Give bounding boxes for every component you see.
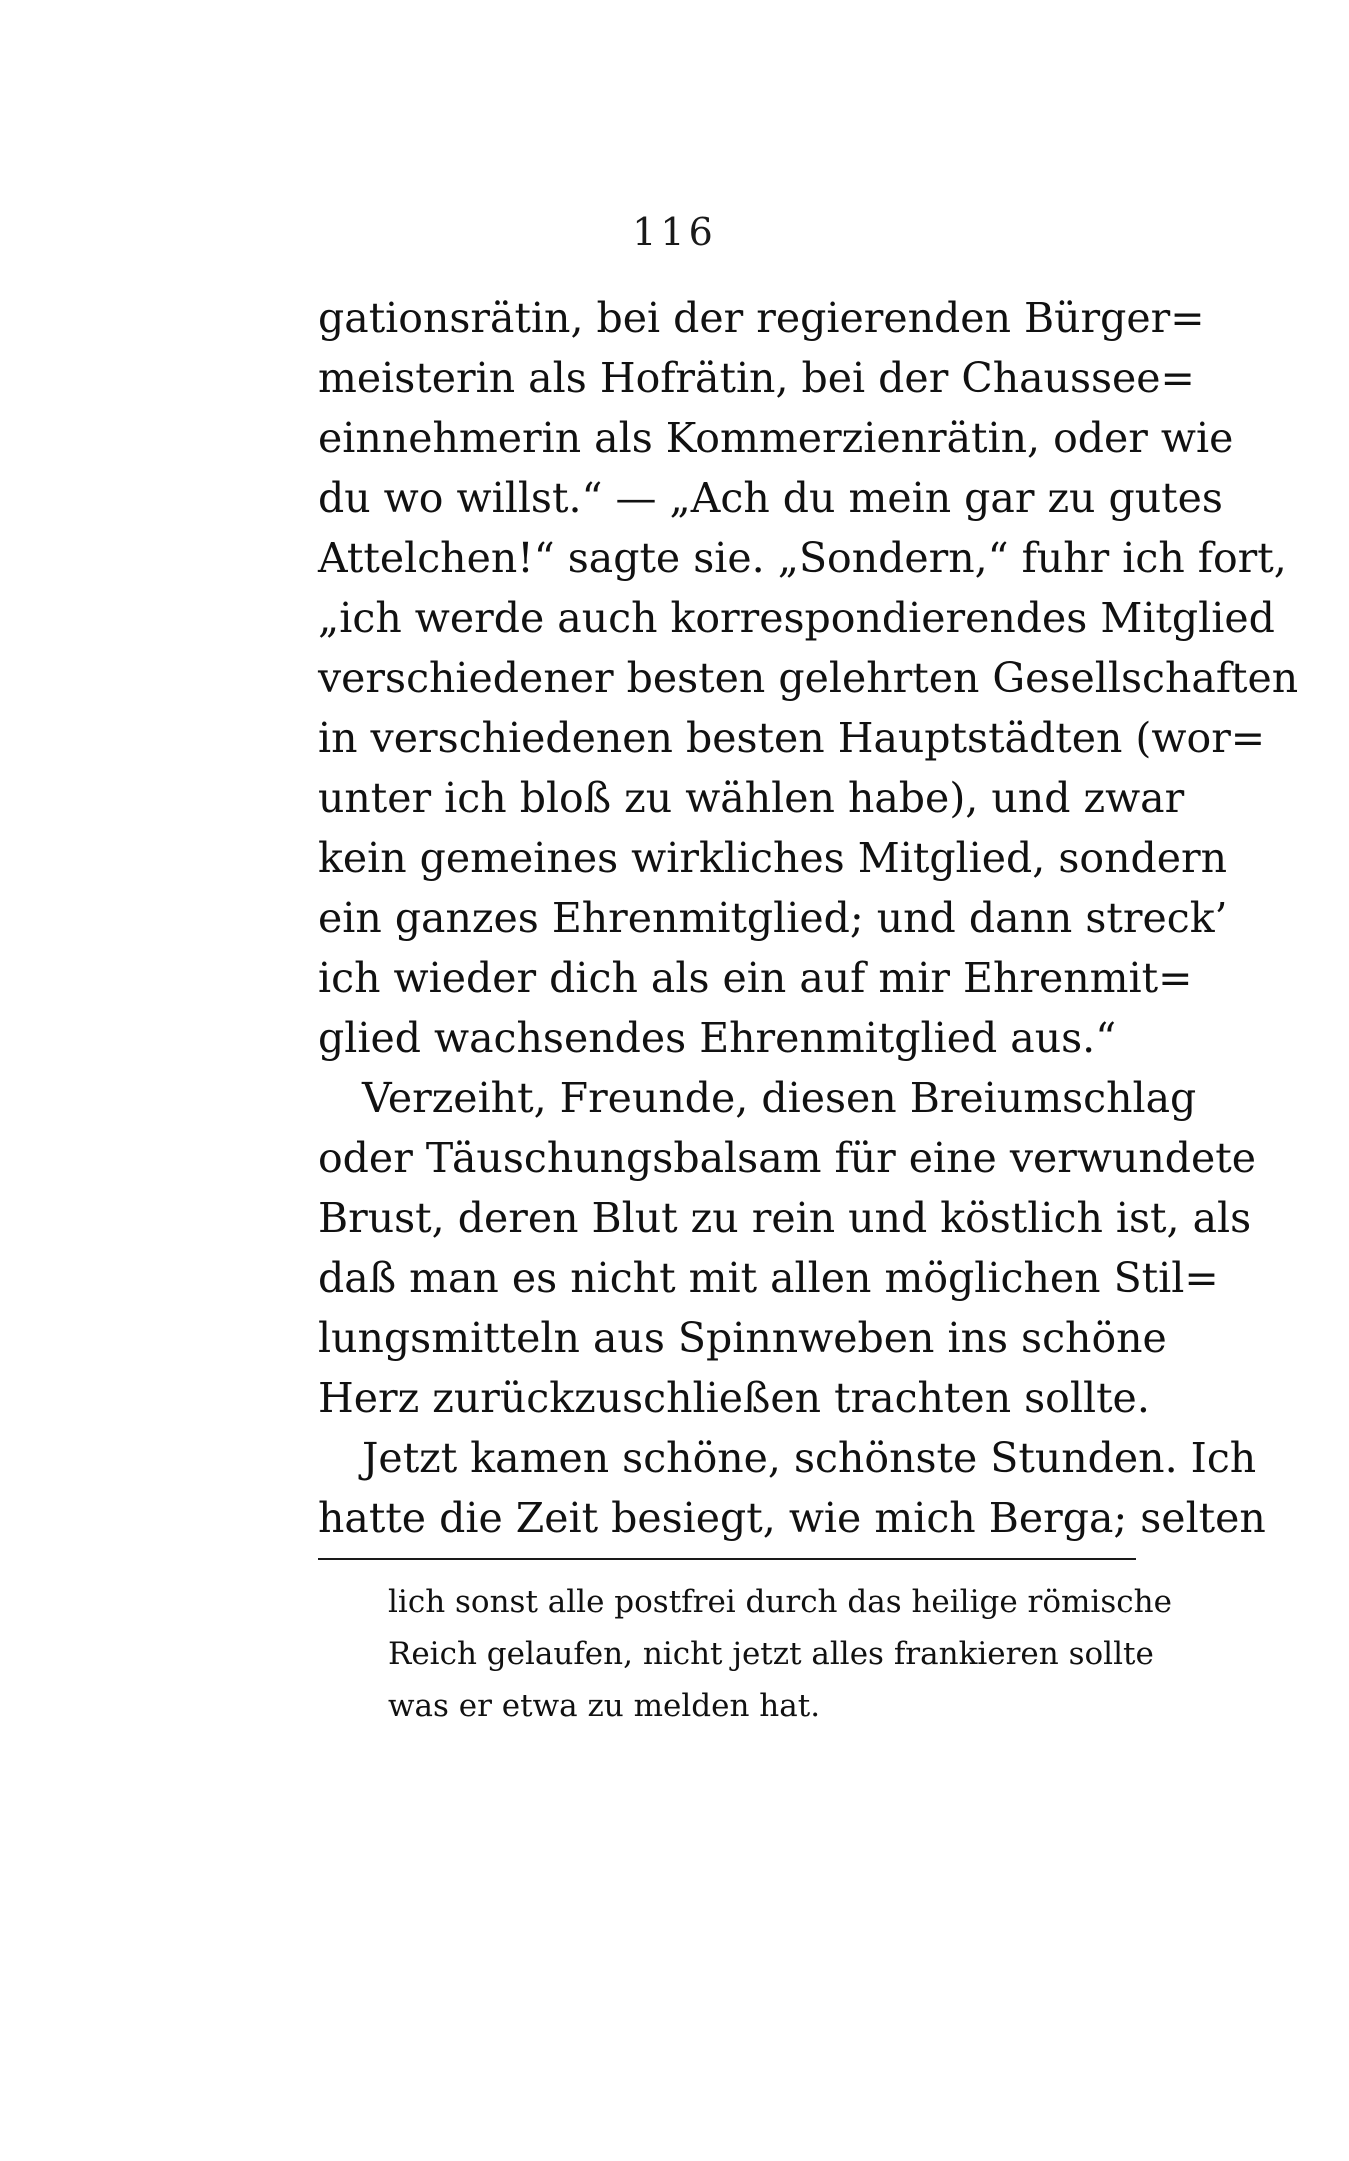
text-line: du wo willst.“ — „Ach du mein gar zu gutes <box>318 474 1223 522</box>
text-line: einnehmerin als Kommerzienrätin, oder wie <box>318 414 1234 462</box>
text-line: kein gemeines wirkliches Mitglied, sondern <box>318 834 1228 882</box>
main-text-block <box>318 288 1299 1548</box>
text-line: ein ganzes Ehrenmitglied; und dann streck’ <box>318 894 1228 942</box>
footnote-divider <box>318 1558 1136 1560</box>
footnote-line: Reich gelaufen, nicht jetzt alles frankieren sollte <box>388 1636 1154 1672</box>
text-line: unter ich bloß zu wählen habe), und zwar <box>318 774 1185 822</box>
text-line: in verschiedenen besten Hauptstädten (wor= <box>318 714 1266 762</box>
paragraph-start-line: Jetzt kamen schöne, schönste Stunden. Ich <box>362 1434 1257 1482</box>
text-line: Attelchen!“ sagte sie. „Sondern,“ fuhr ich fort, <box>318 534 1287 582</box>
text-line: glied wachsendes Ehrenmitglied aus.“ <box>318 1014 1117 1062</box>
text-line: „ich werde auch korrespondierendes Mitglied <box>318 594 1275 642</box>
footnote-line: lich sonst alle postfrei durch das heilige römische <box>388 1584 1172 1620</box>
text-line: ich wieder dich als ein auf mir Ehrenmit= <box>318 954 1193 1002</box>
text-line: Herz zurückzuschließen trachten sollte. <box>318 1374 1150 1422</box>
footnote-line: was er etwa zu melden hat. <box>388 1688 821 1724</box>
text-line: lungsmitteln aus Spinnweben ins schöne <box>318 1314 1167 1362</box>
paragraph-start-line: Verzeiht, Freunde, diesen Breiumschlag <box>362 1074 1197 1122</box>
page-number: 116 <box>632 210 717 254</box>
text-line: daß man es nicht mit allen möglichen Stil= <box>318 1254 1219 1302</box>
text-line: gationsrätin, bei der regierenden Bürger= <box>318 294 1205 342</box>
text-line: verschiedener besten gelehrten Gesellschaften <box>318 654 1299 702</box>
text-line: oder Täuschungsbalsam für eine verwundete <box>318 1134 1257 1182</box>
text-line: Brust, deren Blut zu rein und köstlich ist, als <box>318 1194 1252 1242</box>
text-line: hatte die Zeit besiegt, wie mich Berga; selten <box>318 1494 1266 1542</box>
footnote-block <box>388 1576 1172 1732</box>
text-line: meisterin als Hofrätin, bei der Chaussee= <box>318 354 1195 402</box>
